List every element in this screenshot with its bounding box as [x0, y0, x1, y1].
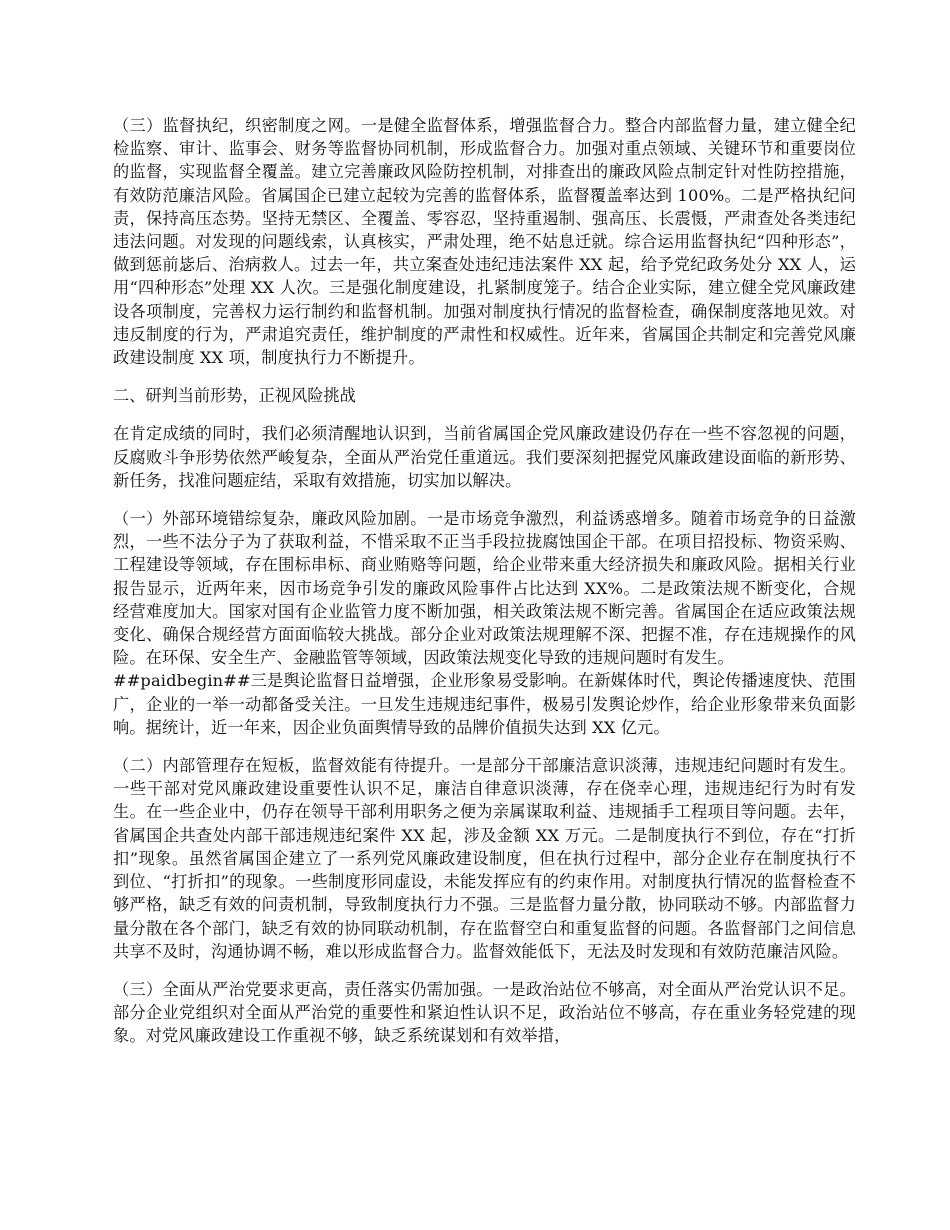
paragraph-external-environment: （一）外部环境错综复杂，廉政风险加剧。一是市场竞争激烈，利益诱惑增多。随着市场竞争的日益激烈，一些不法分子为了获取利益，不惜采取不正当手段拉拢腐蚀国企干部。在项目招投标、物资采购、工程建设等领域，存在围标串标、商业贿赂等问题，给企业带来重大经济损失和廉政风险。据相关行业报告显示，近两年来，因市场竞争引发的廉政风险事件占比达到 XX%。二是政策法规不断变化，合规经营难度加大。国家对国有企业监管力度不断加强，相关政策法规不断完善。省属国企在适应政策法规变化、确保合规经营方面面临较大挑战。部分企业对政策法规理解不深、把握不准，存在违规操作的风险。在环保、安全生产、金融监管等领域，因政策法规变化导致的违规问题时有发生。 ##paidbegin##三是舆论监督日益增强，企业形象易受影响。在新媒体时代，舆论传播速度快、范围广，企业的一举一动都备受关注。一旦发生违规违纪事件，极易引发舆论炒作，给企业形象带来负面影响。据统计，近一年来，因企业负面舆情导致的品牌价值损失达到 XX 亿元。 — [113, 509, 856, 737]
paragraph-situation-intro: 在肯定成绩的同时，我们必须清醒地认识到，当前省属国企党风廉政建设仍存在一些不容忽视的问题，反腐败斗争形势依然严峻复杂，全面从严治党任重道远。我们要深刻把握党风廉政建设面临的新形势、新任务，找准问题症结，采取有效措施，切实加以解决。 — [113, 424, 856, 490]
section-heading-situation: 二、研判当前形势，正视风险挑战 — [113, 386, 356, 406]
paragraph-internal-management: （二）内部管理存在短板，监督效能有待提升。一是部分干部廉洁意识淡薄，违规违纪问题时有发生。一些干部对党风廉政建设重要性认识不足，廉洁自律意识淡薄，存在侥幸心理，违规违纪行为时有发生。在一些企业中，仍存在领导干部利用职务之便为亲属谋取利益、违规插手工程项目等问题。去年，省属国企共查处内部干部违规违纪案件 XX 起，涉及金额 XX 万元。二是制度执行不到位，存在“打折扣”现象。虽然省属国企建立了一系列党风廉政建设制度，但在执行过程中，部分企业存在制度执行不到位、“打折扣”的现象。一些制度形同虚设，未能发挥应有的约束作用。对制度执行情况的监督检查不够严格，缺乏有效的问责机制，导致制度执行力不强。三是监督力量分散，协同联动不够。内部监督力量分散在各个部门，缺乏有效的协同联动机制，存在监督空白和重复监督的问题。各监督部门之间信息共享不及时，沟通协调不畅，难以形成监督合力。监督效能低下，无法及时发现和有效防范廉洁风险。 — [113, 756, 856, 961]
paragraph-supervision-discipline: （三）监督执纪，织密制度之网。一是健全监督体系，增强监督合力。整合内部监督力量，建立健全纪检监察、审计、监事会、财务等监督协同机制，形成监督合力。加强对重点领域、关键环节和重要岗位的监督，实现监督全覆盖。建立完善廉政风险防控机制，对排查出的廉政风险点制定针对性防控措施，有效防范廉洁风险。省属国企已建立起较为完善的监督体系，监督覆盖率达到 100%。二是严格执纪问责，保持高压态势。坚持无禁区、全覆盖、零容忍，坚持重遏制、强高压、长震慑，严肃查处各类违纪违法问题。对发现的问题线索，认真核实，严肃处理，绝不姑息迁就。综合运用监督执纪“四种形态”，做到惩前毖后、治病救人。过去一年，共立案查处违纪违法案件 XX 起，给予党纪政务处分 XX 人，运用“四种形态”处理 XX 人次。三是强化制度建设，扎紧制度笼子。结合企业实际，建立健全党风廉政建设各项制度，完善权力运行制约和监督机制。加强对制度执行情况的监督检查，确保制度落地见效。对违反制度的行为，严肃追究责任，维护制度的严肃性和权威性。近年来，省属国企共制定和完善党风廉政建设制度 XX 项，制度执行力不断提升。 — [113, 116, 856, 368]
paragraph-strict-governance: （三）全面从严治党要求更高，责任落实仍需加强。一是政治站位不够高，对全面从严治党认识不足。部分企业党组织对全面从严治党的重要性和紧迫性认识不足，政治站位不够高，存在重业务轻党建的现象。对党风廉政建设工作重视不够，缺乏系统谋划和有效举措， — [113, 979, 856, 1046]
